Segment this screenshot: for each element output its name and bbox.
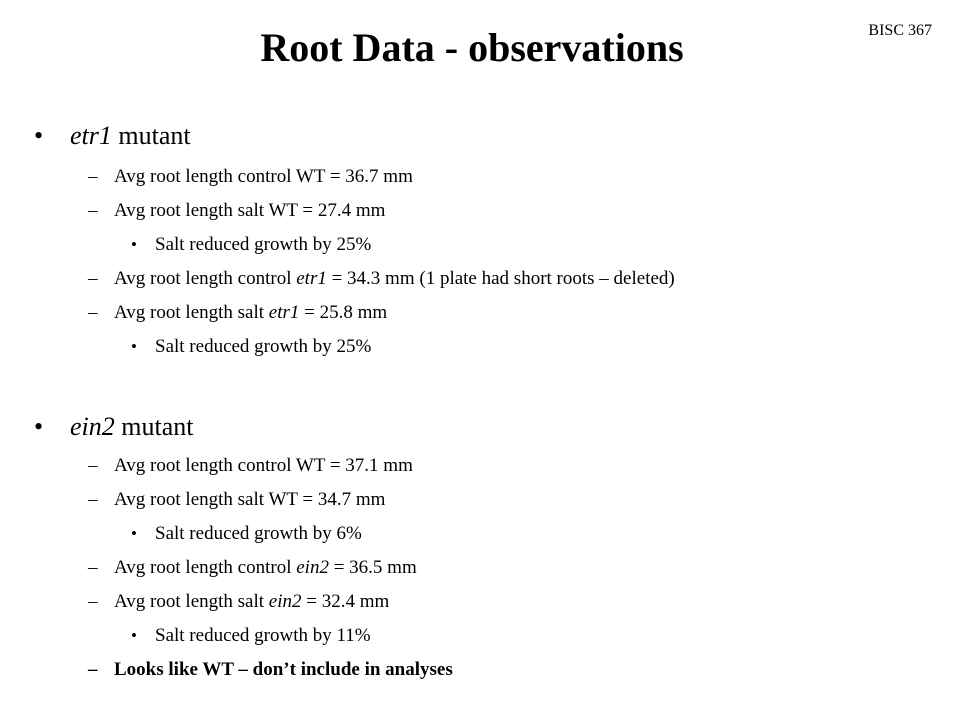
list-item-text: Avg root length control WT = 37.1 mm bbox=[114, 455, 413, 476]
list-item bbox=[0, 551, 960, 585]
text-segment: = 36.5 mm bbox=[328, 557, 417, 578]
section-heading-text bbox=[70, 408, 193, 446]
section-heading-text bbox=[70, 117, 191, 155]
list-item bbox=[0, 194, 960, 228]
section-etr1 bbox=[0, 117, 960, 364]
list-item-text: Avg root length salt WT = 27.4 mm bbox=[114, 200, 386, 221]
list-item-text: Avg root length control WT = 36.7 mm bbox=[114, 166, 413, 187]
list-item bbox=[0, 585, 960, 619]
sub-list-item bbox=[0, 619, 960, 653]
text-segment: Avg root length control bbox=[114, 557, 297, 578]
dash-icon: – bbox=[88, 455, 98, 476]
course-tag: BISC 367 bbox=[868, 22, 932, 39]
list-item-text bbox=[114, 551, 417, 585]
bullet-icon: • bbox=[131, 337, 137, 356]
sub-list-item bbox=[0, 330, 960, 364]
heading-suffix: mutant bbox=[114, 412, 194, 441]
section-heading-ein2 bbox=[0, 408, 960, 446]
slide-title: Root Data - observations bbox=[260, 25, 684, 70]
text-segment: = 32.4 mm bbox=[301, 591, 390, 612]
conclusion-item bbox=[0, 653, 960, 687]
list-item-text bbox=[114, 296, 387, 330]
gene-name: ein2 bbox=[268, 591, 302, 612]
dash-icon: – bbox=[88, 302, 98, 323]
list-item-text bbox=[114, 585, 389, 619]
section-heading-etr1 bbox=[0, 117, 960, 155]
text-segment: Avg root length salt bbox=[114, 302, 269, 323]
list-item bbox=[0, 449, 960, 483]
bullet-icon: • bbox=[34, 121, 44, 150]
dash-icon: – bbox=[88, 659, 98, 680]
gene-name: ein2 bbox=[296, 557, 329, 578]
sub-list-item bbox=[0, 228, 960, 262]
gene-name: etr1 bbox=[296, 268, 327, 289]
sub-list-item-text: Salt reduced growth by 11% bbox=[155, 625, 371, 646]
sub-list-item-text: Salt reduced growth by 25% bbox=[155, 234, 372, 255]
dash-icon: – bbox=[88, 166, 98, 187]
list-item bbox=[0, 296, 960, 330]
text-segment: Avg root length control bbox=[114, 268, 297, 289]
text-segment: = 25.8 mm bbox=[299, 302, 388, 323]
bullet-icon: • bbox=[131, 235, 137, 254]
dash-icon: – bbox=[88, 591, 98, 612]
gene-name: ein2 bbox=[70, 412, 115, 441]
sub-list-item bbox=[0, 517, 960, 551]
list-item-text: Avg root length salt WT = 34.7 mm bbox=[114, 489, 386, 510]
dash-icon: – bbox=[88, 200, 98, 221]
dash-icon: – bbox=[88, 557, 98, 578]
dash-icon: – bbox=[88, 268, 98, 289]
heading-suffix: mutant bbox=[111, 121, 191, 150]
list-item bbox=[0, 160, 960, 194]
sub-list-item-text: Salt reduced growth by 25% bbox=[155, 336, 372, 357]
conclusion-text: Looks like WT – don’t include in analyses bbox=[114, 659, 453, 680]
bullet-icon: • bbox=[131, 626, 137, 645]
list-item-text bbox=[114, 262, 675, 296]
text-segment: = 34.3 mm (1 plate had short roots – deleted) bbox=[326, 268, 675, 289]
section-ein2 bbox=[0, 408, 960, 687]
list-item bbox=[0, 262, 960, 296]
bullet-icon: • bbox=[34, 412, 44, 441]
gene-name: etr1 bbox=[70, 121, 112, 150]
gene-name: etr1 bbox=[268, 302, 300, 323]
sub-list-item-text: Salt reduced growth by 6% bbox=[155, 523, 362, 544]
dash-icon: – bbox=[88, 489, 98, 510]
list-item bbox=[0, 483, 960, 517]
text-segment: Avg root length salt bbox=[114, 591, 269, 612]
bullet-icon: • bbox=[131, 524, 137, 543]
